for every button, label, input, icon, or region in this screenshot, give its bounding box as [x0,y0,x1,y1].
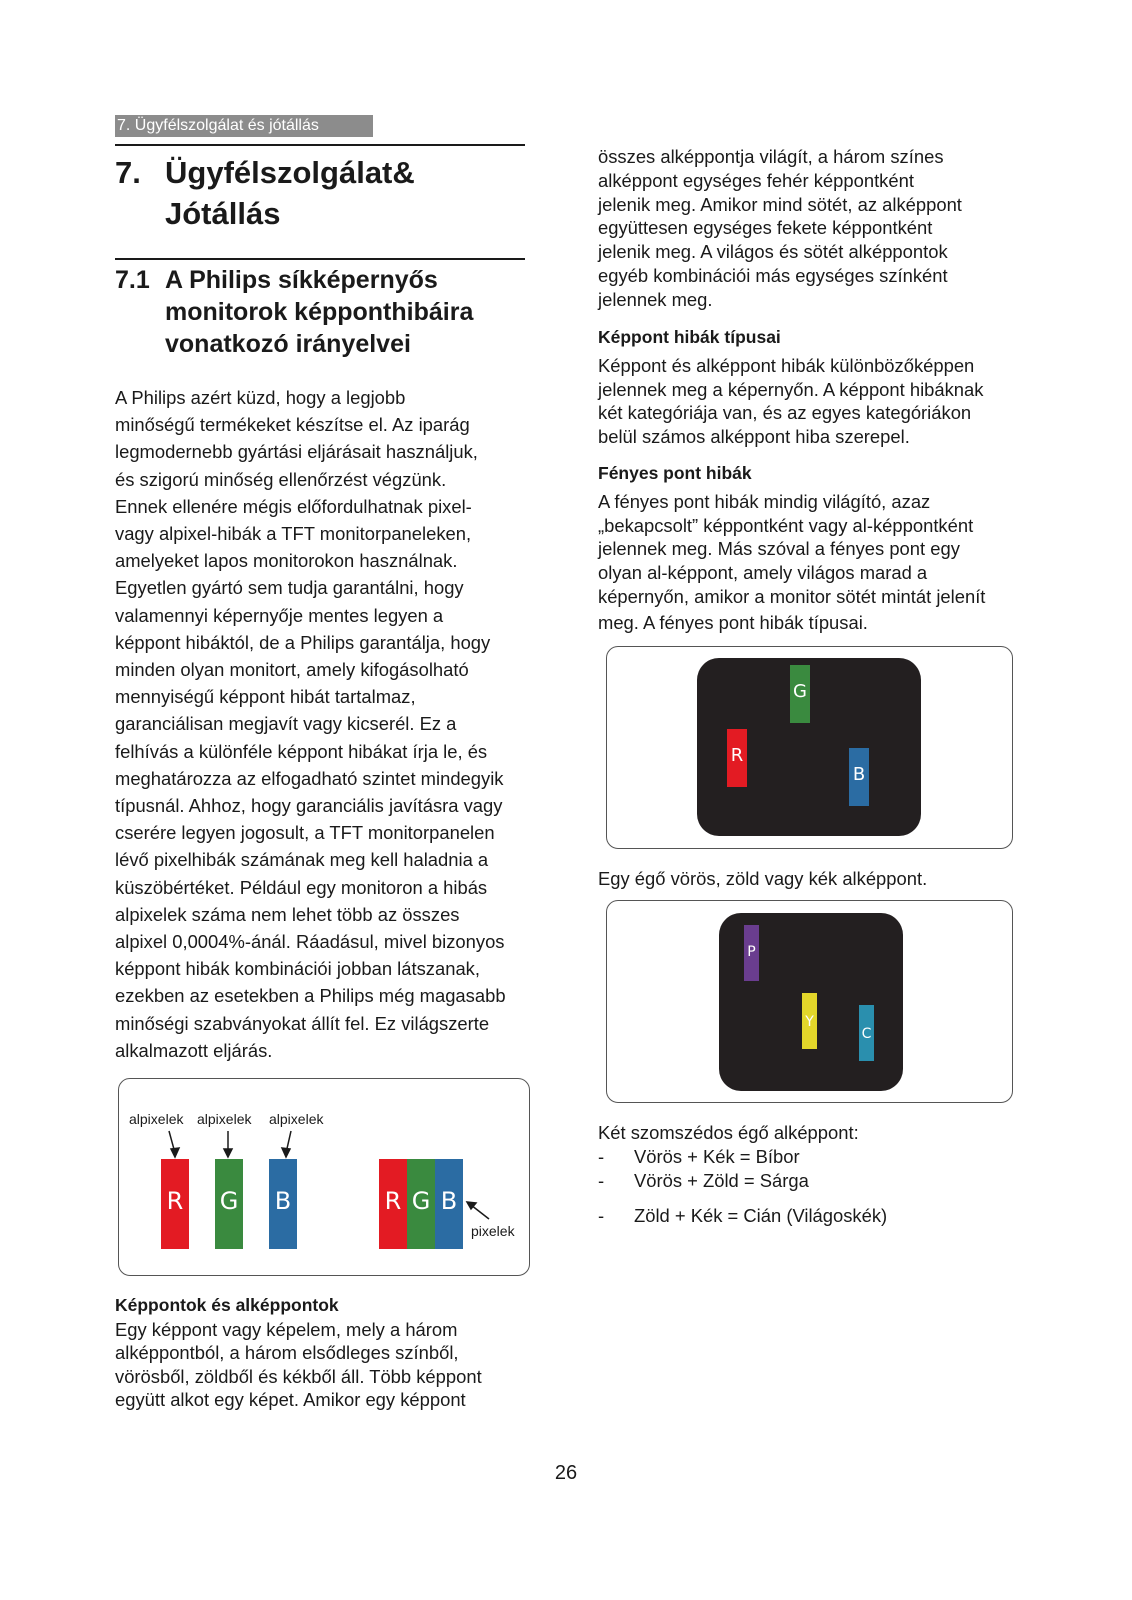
lit-yellow-subpixel [802,993,817,1049]
pixel-letter-r: R [384,1187,402,1215]
pixels-section [115,1294,540,1412]
figure1-caption: Egy égő vörös, zöld vagy kék alképpont. [598,868,928,889]
pixels-line: Egy képpont vagy képelem, mely a három [115,1318,458,1340]
section-title-line3: vonatkozó irányelvei [165,330,411,358]
bright-dot-line: olyan al-képpont, amely világos marad a [598,562,928,584]
section-number: 7.1 [115,266,150,294]
pixel-label: pixelek [471,1223,515,1239]
list-item [598,1169,1023,1193]
dark-screen [719,913,903,1091]
lit-letter-c: C [861,1026,872,1042]
bright-dot-heading: Fényes pont hibák [598,463,752,483]
intro-line: Ennek ellenére mégis előfordulhatnak pixel- [115,495,472,517]
intro-line: minőségi szabványokat állít fel. Ez világszerte [115,1012,490,1034]
pixels-heading: Képpontok és alképpontok [115,1295,339,1315]
intro-line: legmodernebb gyártási eljárásait használjuk, [115,441,478,463]
adjacent-section [598,1121,1023,1228]
intro-line: képpont hibák kombinációi jobban látszanak, [115,958,480,980]
intro-line: Egyetlen gyártó sem tudja garantálni, hogy [115,577,464,599]
defect-types-heading: Képpont hibák típusai [598,327,781,347]
list-item [598,1204,1023,1228]
pixel-red-part [379,1159,407,1249]
intro-line: lévő pixelhibák számának meg kell haladnia a [115,849,489,871]
section-header-tab: 7. Ügyfélszolgálat és jótállás [115,115,373,137]
adjacent-subpixel-figure [606,900,1013,1103]
intro-line: cserére legyen jogosult, a TFT monitorpanelen [115,822,495,844]
bright-dot-line: A fényes pont hibák mindig világító, azaz [598,490,931,512]
defect-types-section [598,326,1023,449]
lit-letter-y: Y [805,1014,814,1030]
green-subpixel [215,1159,243,1249]
section-rule [115,258,525,260]
lit-red-subpixel [727,729,747,787]
lit-letter-g: G [793,681,807,702]
list-dash: - [598,1169,605,1191]
chapter-title-line1: Ügyfélszolgálat& [165,155,415,190]
intro-line: minőségű termékeket készítse el. Az iparág [115,414,470,436]
intro-line: valamennyi képernyője mentes legyen a [115,604,444,626]
subpixel-letter-r: R [166,1187,184,1215]
lit-letter-r: R [730,745,744,766]
list-text: Vörös + Zöld = Sárga [634,1169,809,1191]
bright-dot-line: jelennek meg. Más szóval a fényes pont egy [598,538,960,560]
list-dash: - [598,1205,605,1227]
intro-line: vagy alpixel-hibák a TFT monitorpaneleken, [115,523,472,545]
lit-purple-subpixel [744,925,759,981]
list-text: Vörös + Kék = Bíbor [634,1145,800,1167]
right-top-paragraph [598,145,1023,312]
dark-screen [697,658,921,836]
subpixel-figure [118,1078,530,1276]
pixel-blue-part [435,1159,463,1249]
right-top-line: jelenik meg. Amikor mind sötét, az alképpont [598,193,962,215]
right-top-line: jelennek meg. [598,288,713,310]
intro-line: ezekben az esetekben a Philips még magasabb [115,985,506,1007]
pixels-line: alképpontból, a három elsődleges színből, [115,1342,459,1363]
bright-dot-line: „bekapcsolt” képpontként vagy al-képpontként [598,514,974,536]
intro-line: amelyeket lapos monitorokon használnak. [115,550,458,572]
chapter-number: 7. [115,155,141,190]
intro-line: felhívás a különféle képpont hibákat írja le, és [115,740,488,762]
defect-types-line: két kategóriája van, és az egyes kategóriákon [598,402,972,424]
list-item [598,1145,1023,1169]
header-rule [115,144,525,146]
lit-letter-p: P [747,944,756,960]
intro-line: képpont hibáktól, de a Philips garantálja, hogy [115,631,491,653]
red-subpixel [161,1159,189,1249]
adjacent-intro: Két szomszédos égő alképpont: [598,1122,859,1143]
subpixel-label: alpixelek [129,1111,184,1127]
page-number: 26 [554,1462,578,1484]
pixels-line: vörösből, zöldből és kékből áll. Több képpont [115,1365,482,1387]
bright-dot-section [598,462,1023,635]
list-dash: - [598,1145,605,1167]
right-top-line: együttesen egységes fekete képpontként [598,217,933,239]
defect-types-line: Képpont és alképpont hibák különbözőképpen [598,354,975,376]
section-title-line1: A Philips síkképernyős [165,266,438,294]
subpixel-letter-g: G [219,1187,239,1215]
pixels-line: együtt alkot egy képet. Amikor egy képpont [115,1389,466,1410]
list-text: Zöld + Kék = Cián (Világoskék) [634,1205,888,1227]
intro-line: A Philips azért küzd, hogy a legjobb [115,387,406,408]
defect-types-line: jelennek meg a képernyőn. A képpont hibáknak [598,378,984,400]
chapter-title-line2: Jótállás [165,196,281,231]
subpixel-label: alpixelek [269,1111,324,1127]
intro-line: meghatározza az elfogadható szintet mindegyik [115,767,504,789]
section-title-line2: monitorok képponthibáira [165,298,474,326]
chapter-title [115,152,535,234]
blue-subpixel [269,1159,297,1249]
pixel-letter-g: G [411,1187,431,1215]
pixel-letter-b: B [440,1187,458,1215]
right-top-line: egyéb kombinációi más egységes színként [598,264,948,286]
intro-line: típusnál. Ahhoz, hogy garanciális javításra vagy [115,795,503,817]
intro-line: mennyiségű képpont hibát tartalmaz, [115,686,416,708]
section-title [115,264,535,360]
intro-line: alkalmazott eljárás. [115,1039,273,1061]
intro-line: garanciálisan megjavít vagy kicserél. Ez a [115,713,457,735]
intro-line: és szigorú minőség ellenőrzést végzünk. [115,468,447,490]
pixel-green-part [407,1159,435,1249]
right-top-line: jelenik meg. A világos és sötét alképpontok [598,241,948,263]
lit-blue-subpixel [849,748,869,806]
intro-line: küszöbértéket. Például egy monitoron a hibás [115,876,488,898]
right-top-line: összes alképpontja világít, a három színes [598,146,944,167]
right-top-line: alképpont egységes fehér képpontként [598,169,914,191]
intro-line: alpixel 0,0004%-ánál. Ráadásul, mivel bizonyos [115,931,505,953]
single-subpixel-figure [606,646,1013,849]
intro-line: alpixelek száma nem lehet több az összes [115,903,460,925]
bright-dot-line: meg. A fényes pont hibák típusai. [598,611,868,633]
lit-green-subpixel [790,665,810,723]
lit-cyan-subpixel [859,1005,874,1061]
intro-paragraph [115,384,540,1064]
lit-letter-b: B [852,764,866,785]
defect-types-line: belül számos alképpont hiba szerepel. [598,426,910,448]
subpixel-label: alpixelek [197,1111,252,1127]
bright-dot-line: képernyőn, amikor a monitor sötét mintát jelenít [598,585,986,607]
intro-line: minden olyan monitort, amely kifogásolható [115,659,469,681]
subpixel-letter-b: B [274,1187,292,1215]
